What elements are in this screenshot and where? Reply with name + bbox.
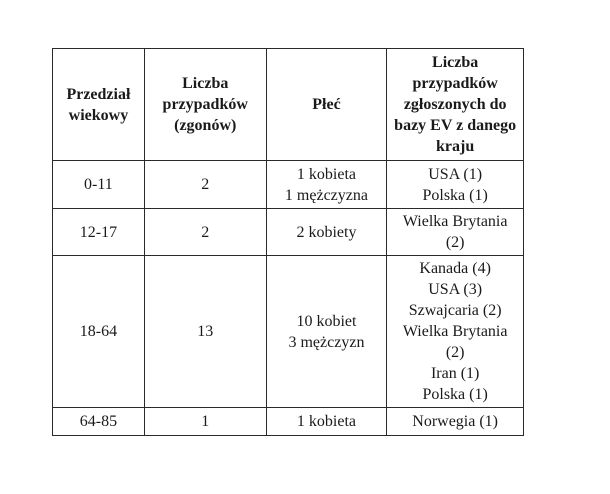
sex-line: 1 mężczyzna — [284, 186, 368, 204]
sex-line: 1 kobieta — [296, 165, 356, 183]
sex-line: 2 kobiety — [296, 223, 357, 241]
header-age-line: wiekowy — [68, 106, 129, 124]
header-country-line: przypadków — [412, 75, 498, 92]
sex-line: 1 kobieta — [296, 413, 356, 430]
header-age-range — [53, 49, 145, 161]
table-row — [53, 256, 524, 408]
header-country-line: bazy EV z danego — [394, 117, 517, 134]
table-header — [53, 49, 524, 161]
country-cell — [387, 256, 524, 408]
age-range-cell: 18-64 — [53, 256, 145, 408]
case-count-cell: 13 — [144, 256, 266, 408]
country-cell — [387, 408, 524, 436]
table-row — [53, 408, 524, 436]
country-line: USA (1) — [428, 165, 483, 183]
age-range-cell: 64-85 — [53, 408, 145, 436]
header-country-line: zgłoszonych do — [403, 96, 507, 113]
country-line: USA (3) — [428, 281, 483, 298]
sex-cell — [266, 161, 387, 209]
data-table — [52, 48, 524, 436]
age-range-cell: 12-17 — [53, 209, 145, 256]
country-line: Norwegia (1) — [412, 413, 499, 430]
country-line: Szwajcaria (2) — [408, 302, 502, 319]
header-age-line: Przedział — [66, 85, 131, 103]
header-cases-line: (zgonów) — [174, 117, 237, 134]
country-cell — [387, 209, 524, 256]
country-line: Polska (1) — [422, 186, 488, 204]
country-line: Polska (1) — [422, 386, 488, 403]
country-cell — [387, 161, 524, 209]
header-row — [53, 49, 524, 161]
country-line: Wielka Brytania — [402, 323, 508, 340]
sex-line: 10 kobiet — [296, 312, 357, 330]
country-line: Wielka Brytania — [402, 213, 508, 230]
sex-cell — [266, 209, 387, 256]
case-count-cell: 2 — [144, 209, 266, 256]
sex-line: 3 mężczyzn — [288, 333, 365, 351]
sex-cell — [266, 408, 387, 436]
sex-cell — [266, 256, 387, 408]
country-line: Iran (1) — [430, 365, 480, 382]
header-cases-line: przypadków — [162, 96, 248, 113]
case-count-cell: 1 — [144, 408, 266, 436]
table-body — [53, 161, 524, 436]
table-row — [53, 161, 524, 209]
case-count-cell: 2 — [144, 161, 266, 209]
table-row — [53, 209, 524, 256]
header-cases-line: Liczba — [182, 75, 229, 92]
country-line: (2) — [445, 234, 465, 251]
header-country-reports — [387, 49, 524, 161]
header-country-line: Liczba — [432, 54, 479, 71]
header-sex — [266, 49, 387, 161]
header-country-line: kraju — [436, 138, 475, 155]
country-line: (2) — [445, 344, 465, 361]
header-case-count — [144, 49, 266, 161]
header-sex-line: Płeć — [312, 96, 341, 113]
country-line: Kanada (4) — [419, 260, 491, 277]
age-range-cell: 0-11 — [53, 161, 145, 209]
